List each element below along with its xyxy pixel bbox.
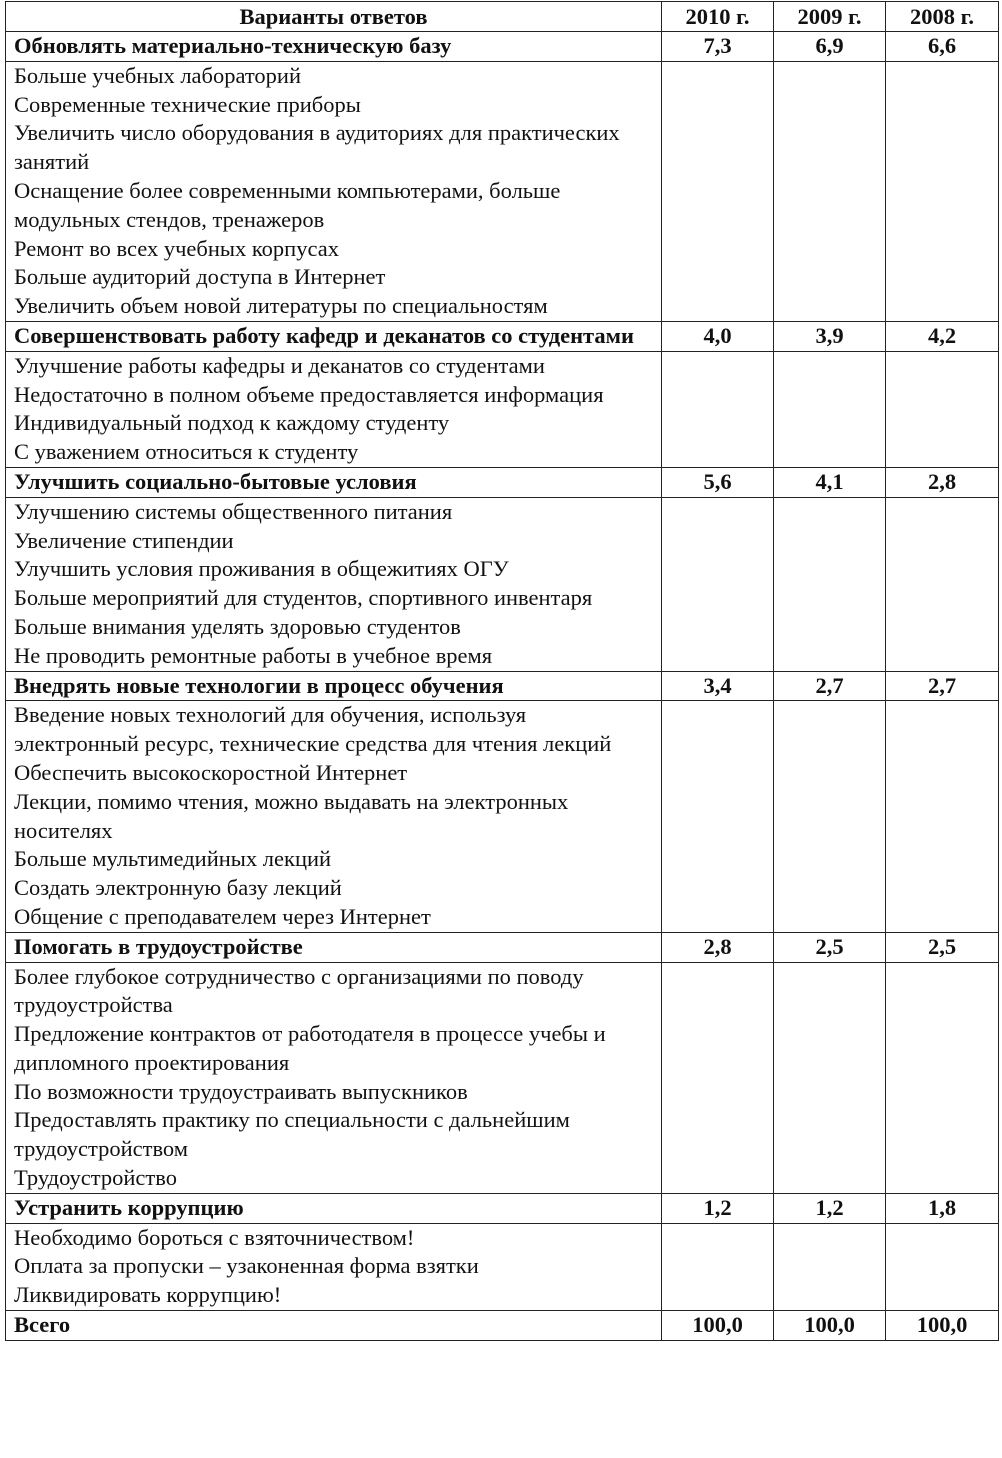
- items-list: [6, 1223, 662, 1310]
- empty-cell: [886, 351, 999, 467]
- list-item: Увеличить число оборудования в аудиториях для практических занятий: [14, 120, 620, 175]
- category-label: Внедрять новые технологии в процесс обучения: [6, 671, 662, 701]
- list-item: Обеспечить высокоскоростной Интернет: [14, 759, 408, 785]
- category-value-2010: 1,2: [662, 1193, 774, 1223]
- category-row: [6, 32, 999, 62]
- list-item: Оплата за пропуски – узаконенная форма взятки: [14, 1253, 479, 1279]
- list-item: Ликвидировать коррупцию!: [14, 1282, 282, 1308]
- empty-cell: [662, 497, 774, 671]
- empty-cell: [662, 1223, 774, 1310]
- list-item: Улучшению системы общественного питания: [14, 498, 453, 524]
- list-item: Трудоустройство: [14, 1165, 177, 1191]
- total-2009: 100,0: [774, 1311, 886, 1341]
- category-value-2009: 1,2: [774, 1193, 886, 1223]
- category-value-2009: 3,9: [774, 321, 886, 351]
- empty-cell: [774, 351, 886, 467]
- empty-cell: [774, 701, 886, 932]
- responses-table: [5, 1, 999, 1341]
- empty-cell: [774, 61, 886, 321]
- category-value-2008: 4,2: [886, 321, 999, 351]
- items-list: [6, 962, 662, 1193]
- category-row: [6, 321, 999, 351]
- list-item: Увеличение стипендии: [14, 527, 234, 553]
- items-row: [6, 1223, 999, 1310]
- items-list: [6, 497, 662, 671]
- empty-cell: [662, 351, 774, 467]
- category-value-2009: 2,7: [774, 671, 886, 701]
- empty-cell: [662, 962, 774, 1193]
- items-row: [6, 701, 999, 932]
- list-item: Создать электронную базу лекций: [14, 875, 342, 901]
- category-value-2009: 4,1: [774, 467, 886, 497]
- list-item: Индивидуальный подход к каждому студенту: [14, 410, 450, 436]
- list-item: Недостаточно в полном объеме предоставляется информация: [14, 381, 604, 407]
- table-body: [6, 32, 999, 1311]
- items-row: [6, 497, 999, 671]
- list-item: Лекции, помимо чтения, можно выдавать на электронных носителях: [14, 788, 569, 843]
- total-row: [6, 1311, 999, 1341]
- empty-cell: [886, 497, 999, 671]
- items-row: [6, 962, 999, 1193]
- list-item: Введение новых технологий для обучения, используя электронный ресурс, технические средства для чтения лекций: [14, 702, 612, 757]
- list-item: Необходимо бороться с взяточничеством!: [14, 1224, 415, 1250]
- header-2009: 2009 г.: [774, 2, 886, 32]
- list-item: Общение с преподавателем через Интернет: [14, 903, 431, 929]
- items-row: [6, 61, 999, 321]
- category-row: [6, 1193, 999, 1223]
- list-item: Больше аудиторий доступа в Интернет: [14, 264, 386, 290]
- list-item: Не проводить ремонтные работы в учебное время: [14, 642, 493, 668]
- category-value-2010: 2,8: [662, 932, 774, 962]
- header-variants: Варианты ответов: [6, 2, 662, 32]
- list-item: Больше внимания уделять здоровью студентов: [14, 613, 461, 639]
- list-item: Увеличить объем новой литературы по специальностям: [14, 293, 548, 319]
- category-value-2008: 2,7: [886, 671, 999, 701]
- list-item: Улучшение работы кафедры и деканатов со студентами: [14, 352, 545, 378]
- category-value-2010: 7,3: [662, 32, 774, 62]
- empty-cell: [774, 1223, 886, 1310]
- category-value-2008: 2,8: [886, 467, 999, 497]
- list-item: Предоставлять практику по специальности с дальнейшим трудоустройством: [14, 1107, 570, 1162]
- category-value-2008: 6,6: [886, 32, 999, 62]
- empty-cell: [886, 962, 999, 1193]
- empty-cell: [886, 701, 999, 932]
- empty-cell: [774, 962, 886, 1193]
- items-row: [6, 351, 999, 467]
- category-value-2009: 2,5: [774, 932, 886, 962]
- items-list: [6, 351, 662, 467]
- list-item: Более глубокое сотрудничество с организациями по поводу трудоустройства: [14, 963, 584, 1018]
- total-2008: 100,0: [886, 1311, 999, 1341]
- empty-cell: [662, 701, 774, 932]
- category-row: [6, 467, 999, 497]
- empty-cell: [774, 497, 886, 671]
- category-label: Устранить коррупцию: [6, 1193, 662, 1223]
- list-item: С уважением относиться к студенту: [14, 439, 359, 465]
- category-row: [6, 671, 999, 701]
- header-2010: 2010 г.: [662, 2, 774, 32]
- list-item: Предложение контрактов от работодателя в процессе учебы и дипломного проектирования: [14, 1021, 606, 1075]
- category-value-2008: 2,5: [886, 932, 999, 962]
- empty-cell: [662, 61, 774, 321]
- category-label: Обновлять материально-техническую базу: [6, 32, 662, 62]
- items-list: [6, 701, 662, 932]
- total-label: Всего: [6, 1311, 662, 1341]
- empty-cell: [886, 61, 999, 321]
- list-item: Ремонт во всех учебных корпусах: [14, 235, 339, 261]
- category-value-2009: 6,9: [774, 32, 886, 62]
- header-2008: 2008 г.: [886, 2, 999, 32]
- category-value-2010: 3,4: [662, 671, 774, 701]
- list-item: Оснащение более современными компьютерами, больше модульных стендов, тренажеров: [14, 177, 561, 232]
- category-value-2010: 5,6: [662, 467, 774, 497]
- list-item: Больше мероприятий для студентов, спортивного инвентаря: [14, 585, 593, 611]
- category-label: Улучшить социально-бытовые условия: [6, 467, 662, 497]
- list-item: Больше учебных лабораторий: [14, 62, 302, 88]
- category-label: Совершенствовать работу кафедр и деканатов со студентами: [6, 321, 662, 351]
- empty-cell: [886, 1223, 999, 1310]
- category-row: [6, 932, 999, 962]
- list-item: Современные технические приборы: [14, 91, 361, 117]
- list-item: По возможности трудоустраивать выпускников: [14, 1078, 468, 1104]
- category-value-2008: 1,8: [886, 1193, 999, 1223]
- category-value-2010: 4,0: [662, 321, 774, 351]
- list-item: Улучшить условия проживания в общежитиях ОГУ: [14, 556, 509, 582]
- list-item: Больше мультимедийных лекций: [14, 846, 332, 872]
- items-list: [6, 61, 662, 321]
- category-label: Помогать в трудоустройстве: [6, 932, 662, 962]
- table-header-row: [6, 2, 999, 32]
- total-2010: 100,0: [662, 1311, 774, 1341]
